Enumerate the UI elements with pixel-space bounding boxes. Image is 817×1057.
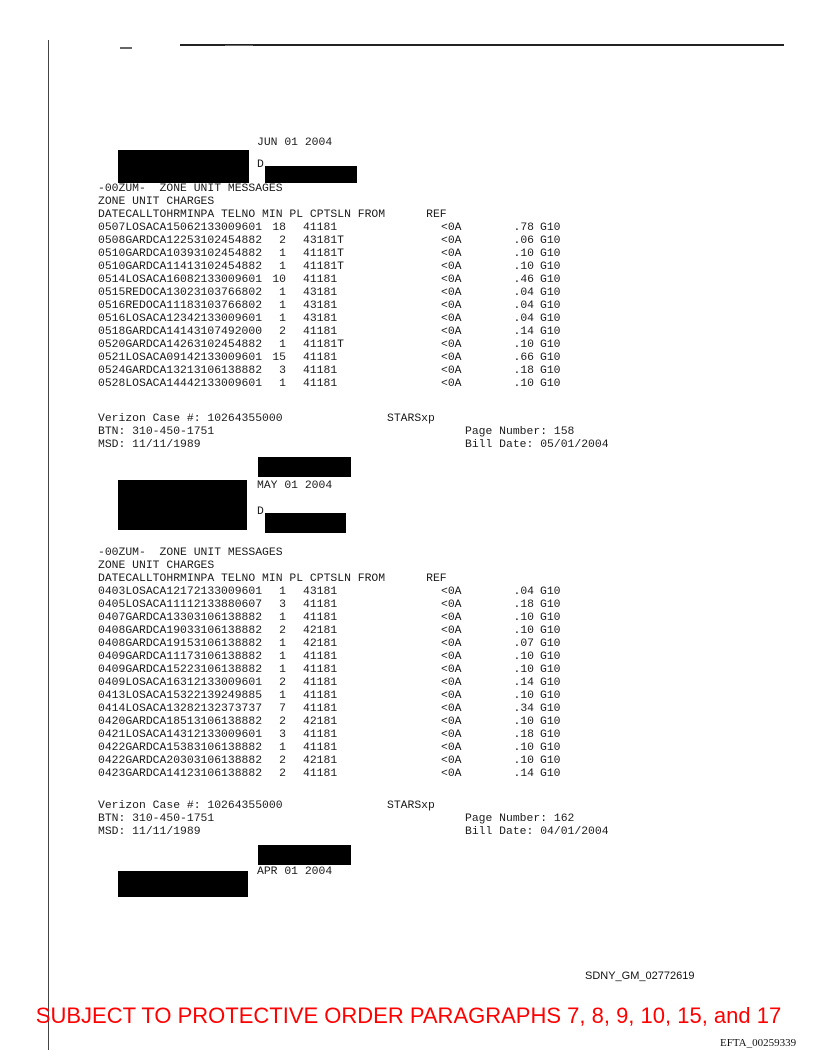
redaction-block <box>118 871 248 897</box>
redaction-block <box>265 513 346 533</box>
scan-smudge <box>225 45 253 46</box>
column-header: DATECALLTOHRMINPA TELNO MIN PL CPTSLN FROM REF <box>98 209 447 221</box>
page-number: Page Number: 162 <box>465 813 575 825</box>
section-title: -00ZUM- ZONE UNIT MESSAGES <box>98 183 283 195</box>
redaction-block <box>118 150 249 183</box>
msd-date: MSD: 11/11/1989 <box>98 439 201 451</box>
redaction-block <box>258 845 351 865</box>
starsxp-label: STARSxp <box>387 800 435 812</box>
date-header: MAY 01 2004 <box>257 480 333 492</box>
efta-id: EFTA_00259339 <box>720 1037 797 1049</box>
d-label: D <box>257 159 264 171</box>
bates-number: SDNY_GM_02772619 <box>585 970 695 982</box>
protective-order-notice: SUBJECT TO PROTECTIVE ORDER PARAGRAPHS 7, 8, 9, 10, 15, and 17 <box>35 1003 782 1028</box>
scan-smudge <box>120 47 132 49</box>
verizon-case-number: Verizon Case #: 10264355000 <box>98 800 283 812</box>
redaction-block <box>118 480 247 530</box>
redaction-block <box>265 166 357 183</box>
page-number: Page Number: 158 <box>465 426 575 438</box>
btn-number: BTN: 310-450-1751 <box>98 813 215 825</box>
date-header: APR 01 2004 <box>257 866 333 878</box>
scan-left-edge <box>48 40 49 1050</box>
date-header: JUN 01 2004 <box>257 137 333 149</box>
bill-date: Bill Date: 04/01/2004 <box>465 826 609 838</box>
section-subtitle: ZONE UNIT CHARGES <box>98 560 215 572</box>
section-subtitle: ZONE UNIT CHARGES <box>98 196 215 208</box>
section-title: -00ZUM- ZONE UNIT MESSAGES <box>98 547 283 559</box>
redaction-block <box>258 457 351 477</box>
column-header: DATECALLTOHRMINPA TELNO MIN PL CPTSLN FROM REF <box>98 573 447 585</box>
d-label: D <box>257 506 264 518</box>
scan-top-rule <box>180 44 784 46</box>
verizon-case-number: Verizon Case #: 10264355000 <box>98 413 283 425</box>
bill-date: Bill Date: 05/01/2004 <box>465 439 609 451</box>
msd-date: MSD: 11/11/1989 <box>98 826 201 838</box>
btn-number: BTN: 310-450-1751 <box>98 426 215 438</box>
starsxp-label: STARSxp <box>387 413 435 425</box>
